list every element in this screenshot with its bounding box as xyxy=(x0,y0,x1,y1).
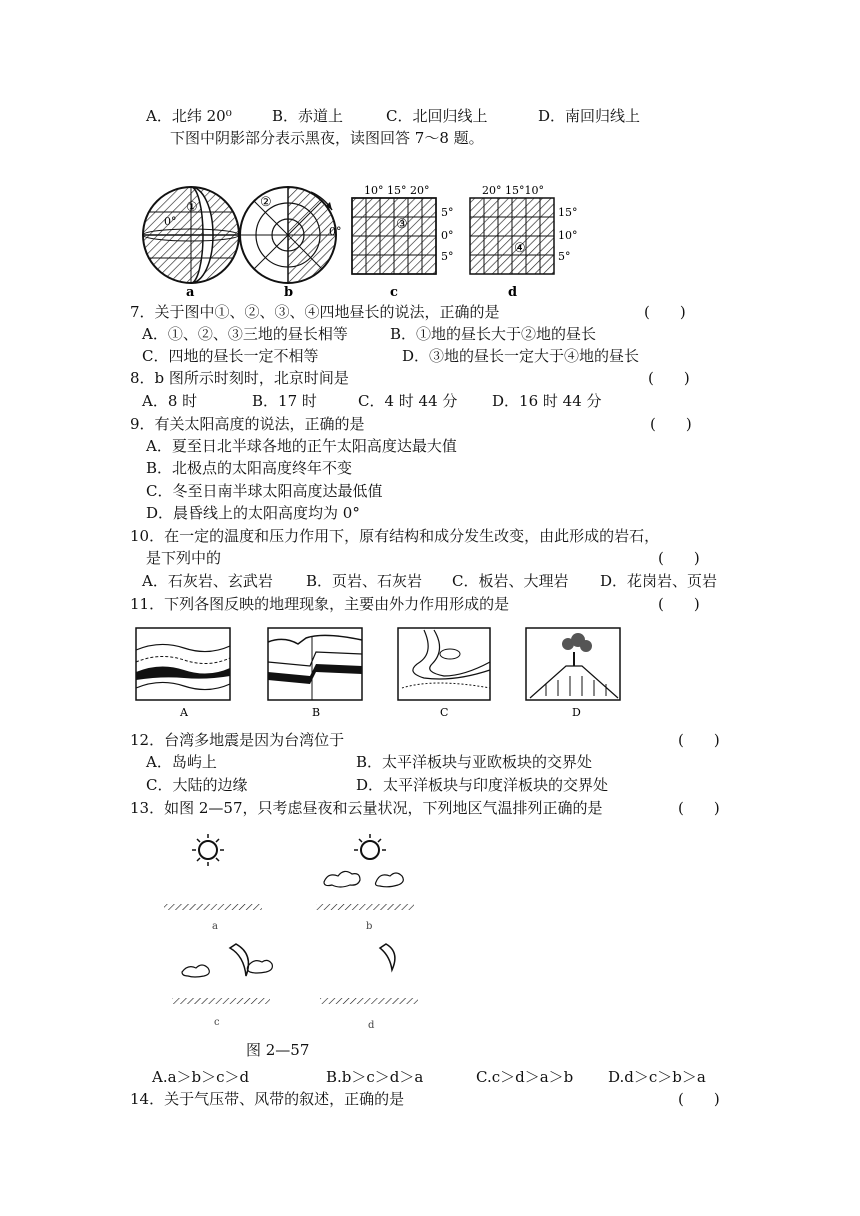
landform-label-d: D xyxy=(572,706,581,719)
scene-c-cloud-icon-2 xyxy=(247,960,272,973)
q8-stem: 8．b 图所示时刻时，北京时间是 xyxy=(130,369,349,387)
ground-d xyxy=(320,998,418,1004)
q10-option-d: D．花岗岩、页岩 xyxy=(600,572,718,590)
scene-d-moon-icon xyxy=(380,944,395,970)
scene-b-cloud-icon xyxy=(324,871,360,887)
ground-b xyxy=(316,904,414,910)
a-degree: 0° xyxy=(164,215,177,228)
scene-b-cloud-icon-2 xyxy=(376,873,404,887)
q13-option-c: C.c＞d＞a＞b xyxy=(476,1068,574,1086)
diagram-d xyxy=(470,184,578,274)
scene-label-d: d xyxy=(368,1020,375,1031)
q13-option-a: A.a＞b＞c＞d xyxy=(152,1068,250,1086)
q7-answer-paren: ( ) xyxy=(644,303,686,321)
q7-option-c: C．四地的昼长一定不相等 xyxy=(142,347,319,365)
d-row-label: 15° xyxy=(558,206,578,219)
landform-figure xyxy=(134,622,624,720)
ground-c xyxy=(172,998,270,1004)
landform-d xyxy=(526,628,620,700)
landform-label-b: B xyxy=(312,706,321,719)
q13-answer-paren: ( ) xyxy=(678,799,720,817)
q10-answer-paren: ( ) xyxy=(658,549,700,567)
q7-option-d: D．③地的昼长一定大于④地的昼长 xyxy=(402,347,640,365)
mark-2: ② xyxy=(260,195,272,210)
scene-b-sun-icon xyxy=(354,834,386,859)
q9-option-d: D．晨昏线上的太阳高度均为 0° xyxy=(146,504,360,522)
q12-answer-paren: ( ) xyxy=(678,731,720,749)
d-row-label: 5° xyxy=(558,250,571,263)
q14-stem: 14．关于气压带、风带的叙述，正确的是 xyxy=(130,1090,405,1108)
label-d: d xyxy=(508,285,518,300)
label-b: b xyxy=(284,285,294,300)
scene-a-sun-icon xyxy=(192,834,224,866)
q6-option-a: A．北纬 20⁰ xyxy=(146,107,232,125)
q12-option-c: C．大陆的边缘 xyxy=(146,776,248,794)
q6-option-b: B．赤道上 xyxy=(272,107,344,125)
c-row-label: 5° xyxy=(441,206,454,219)
q8-option-d: D．16 时 44 分 xyxy=(492,392,602,410)
d-top-labels: 20° 15°10° xyxy=(482,184,544,197)
q12-option-d: D．太平洋板块与印度洋板块的交界处 xyxy=(356,776,609,794)
c-row-label: 5° xyxy=(441,250,454,263)
q11-answer-paren: ( ) xyxy=(658,595,700,613)
scene-c-cloud-icon xyxy=(182,965,209,977)
diagram-b xyxy=(240,187,342,283)
q13-option-b: B.b＞c＞d＞a xyxy=(326,1068,424,1086)
q12-option-b: B．太平洋板块与亚欧板块的交界处 xyxy=(356,753,593,771)
q9-answer-paren: ( ) xyxy=(650,415,692,433)
q9-stem: 9．有关太阳高度的说法，正确的是 xyxy=(130,415,365,433)
q6-option-d: D．南回归线上 xyxy=(538,107,641,125)
landform-b xyxy=(268,628,362,700)
q14-answer-paren: ( ) xyxy=(678,1090,720,1108)
q8-option-c: C．4 时 44 分 xyxy=(358,392,458,410)
q7-option-a: A．①、②、③三地的昼长相等 xyxy=(142,325,348,343)
q9-option-c: C．冬至日南半球太阳高度达最低值 xyxy=(146,482,383,500)
scene-label-c: c xyxy=(214,1017,220,1028)
q13-stem: 13．如图 2—57，只考虑昼夜和云量状况，下列地区气温排列正确的是 xyxy=(130,799,603,817)
c-top-labels: 10° 15° 20° xyxy=(364,184,430,197)
c-row-label: 0° xyxy=(441,229,454,242)
landform-a xyxy=(136,628,230,700)
scene-label-a: a xyxy=(212,921,218,932)
label-a: a xyxy=(186,285,195,300)
diagram-c xyxy=(352,184,454,274)
q12-stem: 12．台湾多地震是因为台湾位于 xyxy=(130,731,345,749)
q8-option-a: A．8 时 xyxy=(142,392,198,410)
q11-stem: 11．下列各图反映的地理现象，主要由外力作用形成的是 xyxy=(130,595,510,613)
mark-3: ③ xyxy=(396,217,408,232)
label-c: c xyxy=(390,285,398,300)
mark-1: ① xyxy=(186,200,198,215)
b-degree: 0° xyxy=(329,225,342,238)
scene-label-b: b xyxy=(366,921,373,932)
q10-option-b: B．页岩、石灰岩 xyxy=(306,572,423,590)
weather-figure xyxy=(160,826,430,1036)
q8-answer-paren: ( ) xyxy=(648,369,690,387)
q10-option-a: A．石灰岩、玄武岩 xyxy=(142,572,273,590)
landform-c xyxy=(398,628,490,700)
q6-option-c: C．北回归线上 xyxy=(386,107,488,125)
q10-stem-cont: 是下列中的 xyxy=(146,549,222,567)
diagram-a xyxy=(143,187,239,283)
illumination-figure xyxy=(136,180,586,300)
ground-a xyxy=(164,904,262,910)
q13-option-d: D.d＞c＞b＞a xyxy=(608,1068,706,1086)
figure-caption: 图 2—57 xyxy=(246,1041,310,1059)
mark-4: ④ xyxy=(514,241,526,256)
q8-option-b: B．17 时 xyxy=(252,392,317,410)
q10-stem: 10．在一定的温度和压力作用下，原有结构和成分发生改变，由此形成的岩石， xyxy=(130,527,660,545)
q7-stem: 7．关于图中①、②、③、④四地昼长的说法，正确的是 xyxy=(130,303,500,321)
d-row-label: 10° xyxy=(558,229,578,242)
q7-option-b: B．①地的昼长大于②地的昼长 xyxy=(390,325,597,343)
q9-option-b: B．北极点的太阳高度终年不变 xyxy=(146,459,353,477)
q10-option-c: C．板岩、大理岩 xyxy=(452,572,569,590)
landform-label-c: C xyxy=(440,706,449,719)
scene-c-moon-icon xyxy=(230,944,248,976)
q9-option-a: A．夏至日北半球各地的正午太阳高度达最大值 xyxy=(146,437,457,455)
q12-option-a: A．岛屿上 xyxy=(146,753,217,771)
landform-label-a: A xyxy=(180,706,188,719)
figure-intro-text: 下图中阴影部分表示黑夜，读图回答 7～8 题。 xyxy=(170,129,484,147)
